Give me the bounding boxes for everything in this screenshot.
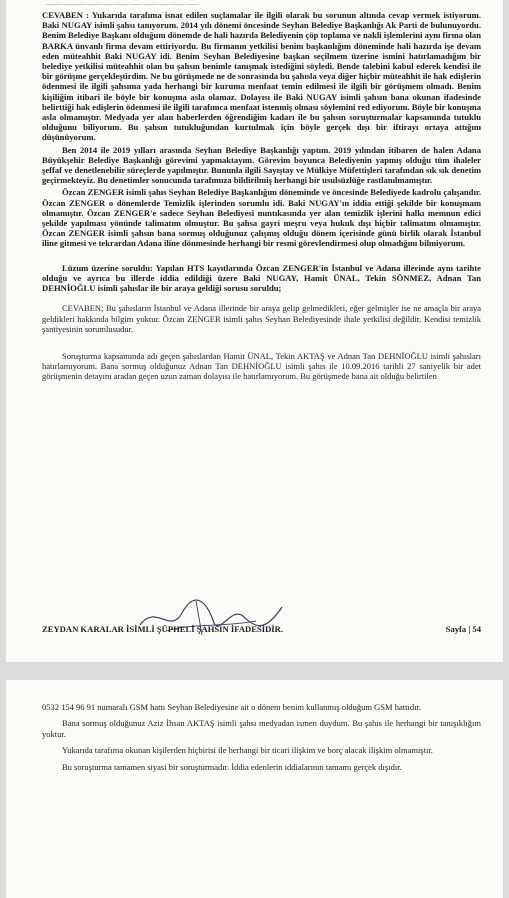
term-paragraph: Ben 2014 ile 2019 yılları arasında Seyhan Belediye Başkanlığı yaptım. 2019 yılından itibaren de halen Adana Büyükşehir Belediye Başkanlığı görevimi yapmaktayım. Görevim boyunca Belediyenin yapmış olduğu tüm ihaleler şeffaf ve denetlenebilir süreçlerde yapılmıştır. Bununla ilgili Sayıştay ve Mülkiye Müfettişleri tarafından sık sık denetim geçirmekteyiz. Bu denetimler sonucunda tarafımıza bildirilmiş herhangi bir usulsüzlüğe rastlanılmamıştır. — [42, 144, 481, 186]
answer-paragraph-1: CEVABEN : Yukarıda tarafıma isnat edilen suçlamalar ile ilgili olarak bu sorunun altında cevap vermek istiyorum. Baki NUGAY isimli şahsı tanıyorum. 2014 yılı dönemi öncesinde Seyhan Belediye Başkanlığı Ak Parti de bulunuyordu. Benim Belediye Başkanı olduğum dönemde de hali hazırda Belediyenin çöp toplama ve nakli işlemlerini aynı firma olan BARKA ünvanlı firma devam ettiriyordu. Bu firmanın yetkilisi benim başkanlığım döneminde hali hazırda işe devam eden müteahhit Baki NUGAY idi. Benim Seyhan Belediyesine başkan seçilmem üzerine ismini hatırlamadığım bir belediye yetkilisi müteahhit olan bu şahsın benimle tanışmak istediğini söyledi. Bende talebini kabul ederek kendisi ile bir görüşme gerçekleştirdim. Ne bu görüşmede ne de sonrasında bu şahısla veya diğer hiçbir müteahhit ile hak edişlerin ödenmesi ile ilgili şahsıma yada herhangi bir kuruma menfaat temin edilmesi ile ilgili bir görüşmem olmadı. Benim kişiliğim itibari ile böyle bir konuşma asla olamaz. Dolayısı ile Baki NUGAY isimli şahsın bana okunan ifadesinde belirttiği hak edişlerin ödenmesi ile ilgili tarafımca menfaat istenmiş olması söylemini red ediyorum. Böyle bir konuşma asla olmamıştır. Medyada yer alan haberlerden öğrendiğim kadarı ile bu şahsın soruşturmalar kapsamında tutuklu olduğunu biliyorum. Bu şahsın tutukluğundan kurtulmak için böyle gerçek dışı bir iftirayı ortaya attığını düşünüyorum. — [42, 10, 481, 143]
no-relation-paragraph: Yukarıda tarafıma okunan kişilerden hiçbirisi ile herhangi bir ticari ilişkim ve borç alacak ilişkim olmamıştır. — [62, 745, 433, 756]
political-investigation-paragraph: Bu soruşturma tamamen siyasi bir soruşturmadır. İddia edenlerin iddialarının tamamı gerçek dışıdır. — [62, 761, 402, 772]
gsm-paragraph: 0532 154 96 91 numaralı GSM hattı Seyhan Belediyesine ait o dönem benim kullanmış olduğum GSM hattıdır. — [42, 702, 421, 712]
page-number: Sayfa | 54 — [445, 624, 481, 634]
question-paragraph: Lüzum üzerine soruldu: Yapılan HTS kayıtlarında Özcan ZENGER'in İstanbul ve Adana illerinde aynı tarihte olduğu ve ayrıca bu illerde iddia edildiği üzere Baki NUGAY, Hamit ÜNAL, Tekin SÖNMEZ, Adnan Tan DEHNİOĞLU isimli şahıslar ile bir araya geldiği sorusu soruldu; — [42, 262, 481, 294]
cut-off-line: ....... ........... ....... ...... ...... ...... ...... ...... ...... ...... — [46, 0, 198, 5]
document-page-54 — [6, 0, 503, 662]
answer-paragraph-2: CEVABEN; Bu şahısların İstanbul ve Adana illerinde bir araya gelip gelmedikleri, eğer gelmişler ise ne amaçla bir araya geldikleri hakkında bilgim yoktur. Özcan ZENGER isimli şahıs Seyhan Belediyesinde ihale yetkilisi değildir. Kendisi temizlik şantiyesinin sorumlusudur. — [42, 303, 481, 335]
aziz-ihsan-paragraph: Bana sormuş olduğunuz Aziz İhsan AKTAŞ isimli şahsı medyadan ismen duydum. Bu şahıs ile herhangi bir tanışıklığım yoktur. — [42, 718, 481, 739]
statement-signature-line: ZEYDAN KARALAR İSİMLİ ŞÜPHELİ ŞAHSIN İFADESİDİR. — [42, 624, 283, 634]
document-page-55 — [6, 680, 503, 898]
ozcan-zenger-paragraph: Özcan ZENGER isimli şahıs Seyhan Belediye Başkanlığım döneminde ve öncesinde Belediyede kadrolu çalışandır. Özcan ZENGER o dönemlerde Temizlik işlerinden sorumlu idi. Baki NUGAY'ın iddia ettiği şekilde bir konuşmam olmamıştır. Özcan ZENGER'e sadece Seyhan Belediyesi mıntıkasında yer alan temizlik işlerini halkı memnun edici şekilde yapılması yönünde talimatım olmuştur. Bu şahsa gayri meşru veya hukuk dışı hiçbir talimatım olmamıştır. Özcan ZENGER isimli şahsın bana sormuş olduğunuz çalışmış olduğu dönem içerisinde günü birlik olarak İstanbul iline gitmesi ve tekrardan Adana iline dönmesinde herhangi bir resmi görevlendirmesi olup olmadığını bilmiyorum. — [42, 187, 481, 249]
investigation-paragraph: Soruşturma kapsamında adı geçen şahıslardan Hamit ÜNAL, Tekin AKTAŞ ve Adnan Tan DEHNİOĞLU isimli şahısları hatırlamıyorum. Bana sormuş olduğunuz Adnan Tan DEHNİOĞLU isimli şahıs ile 10.09.2016 tarihli 27 saniyelik bir adet görüşmenin detayını aradan geçen uzun zaman dolayısı ile hatırlamıyorum. Bu görüşmede bana ait olduğu belirtilen — [42, 350, 481, 382]
